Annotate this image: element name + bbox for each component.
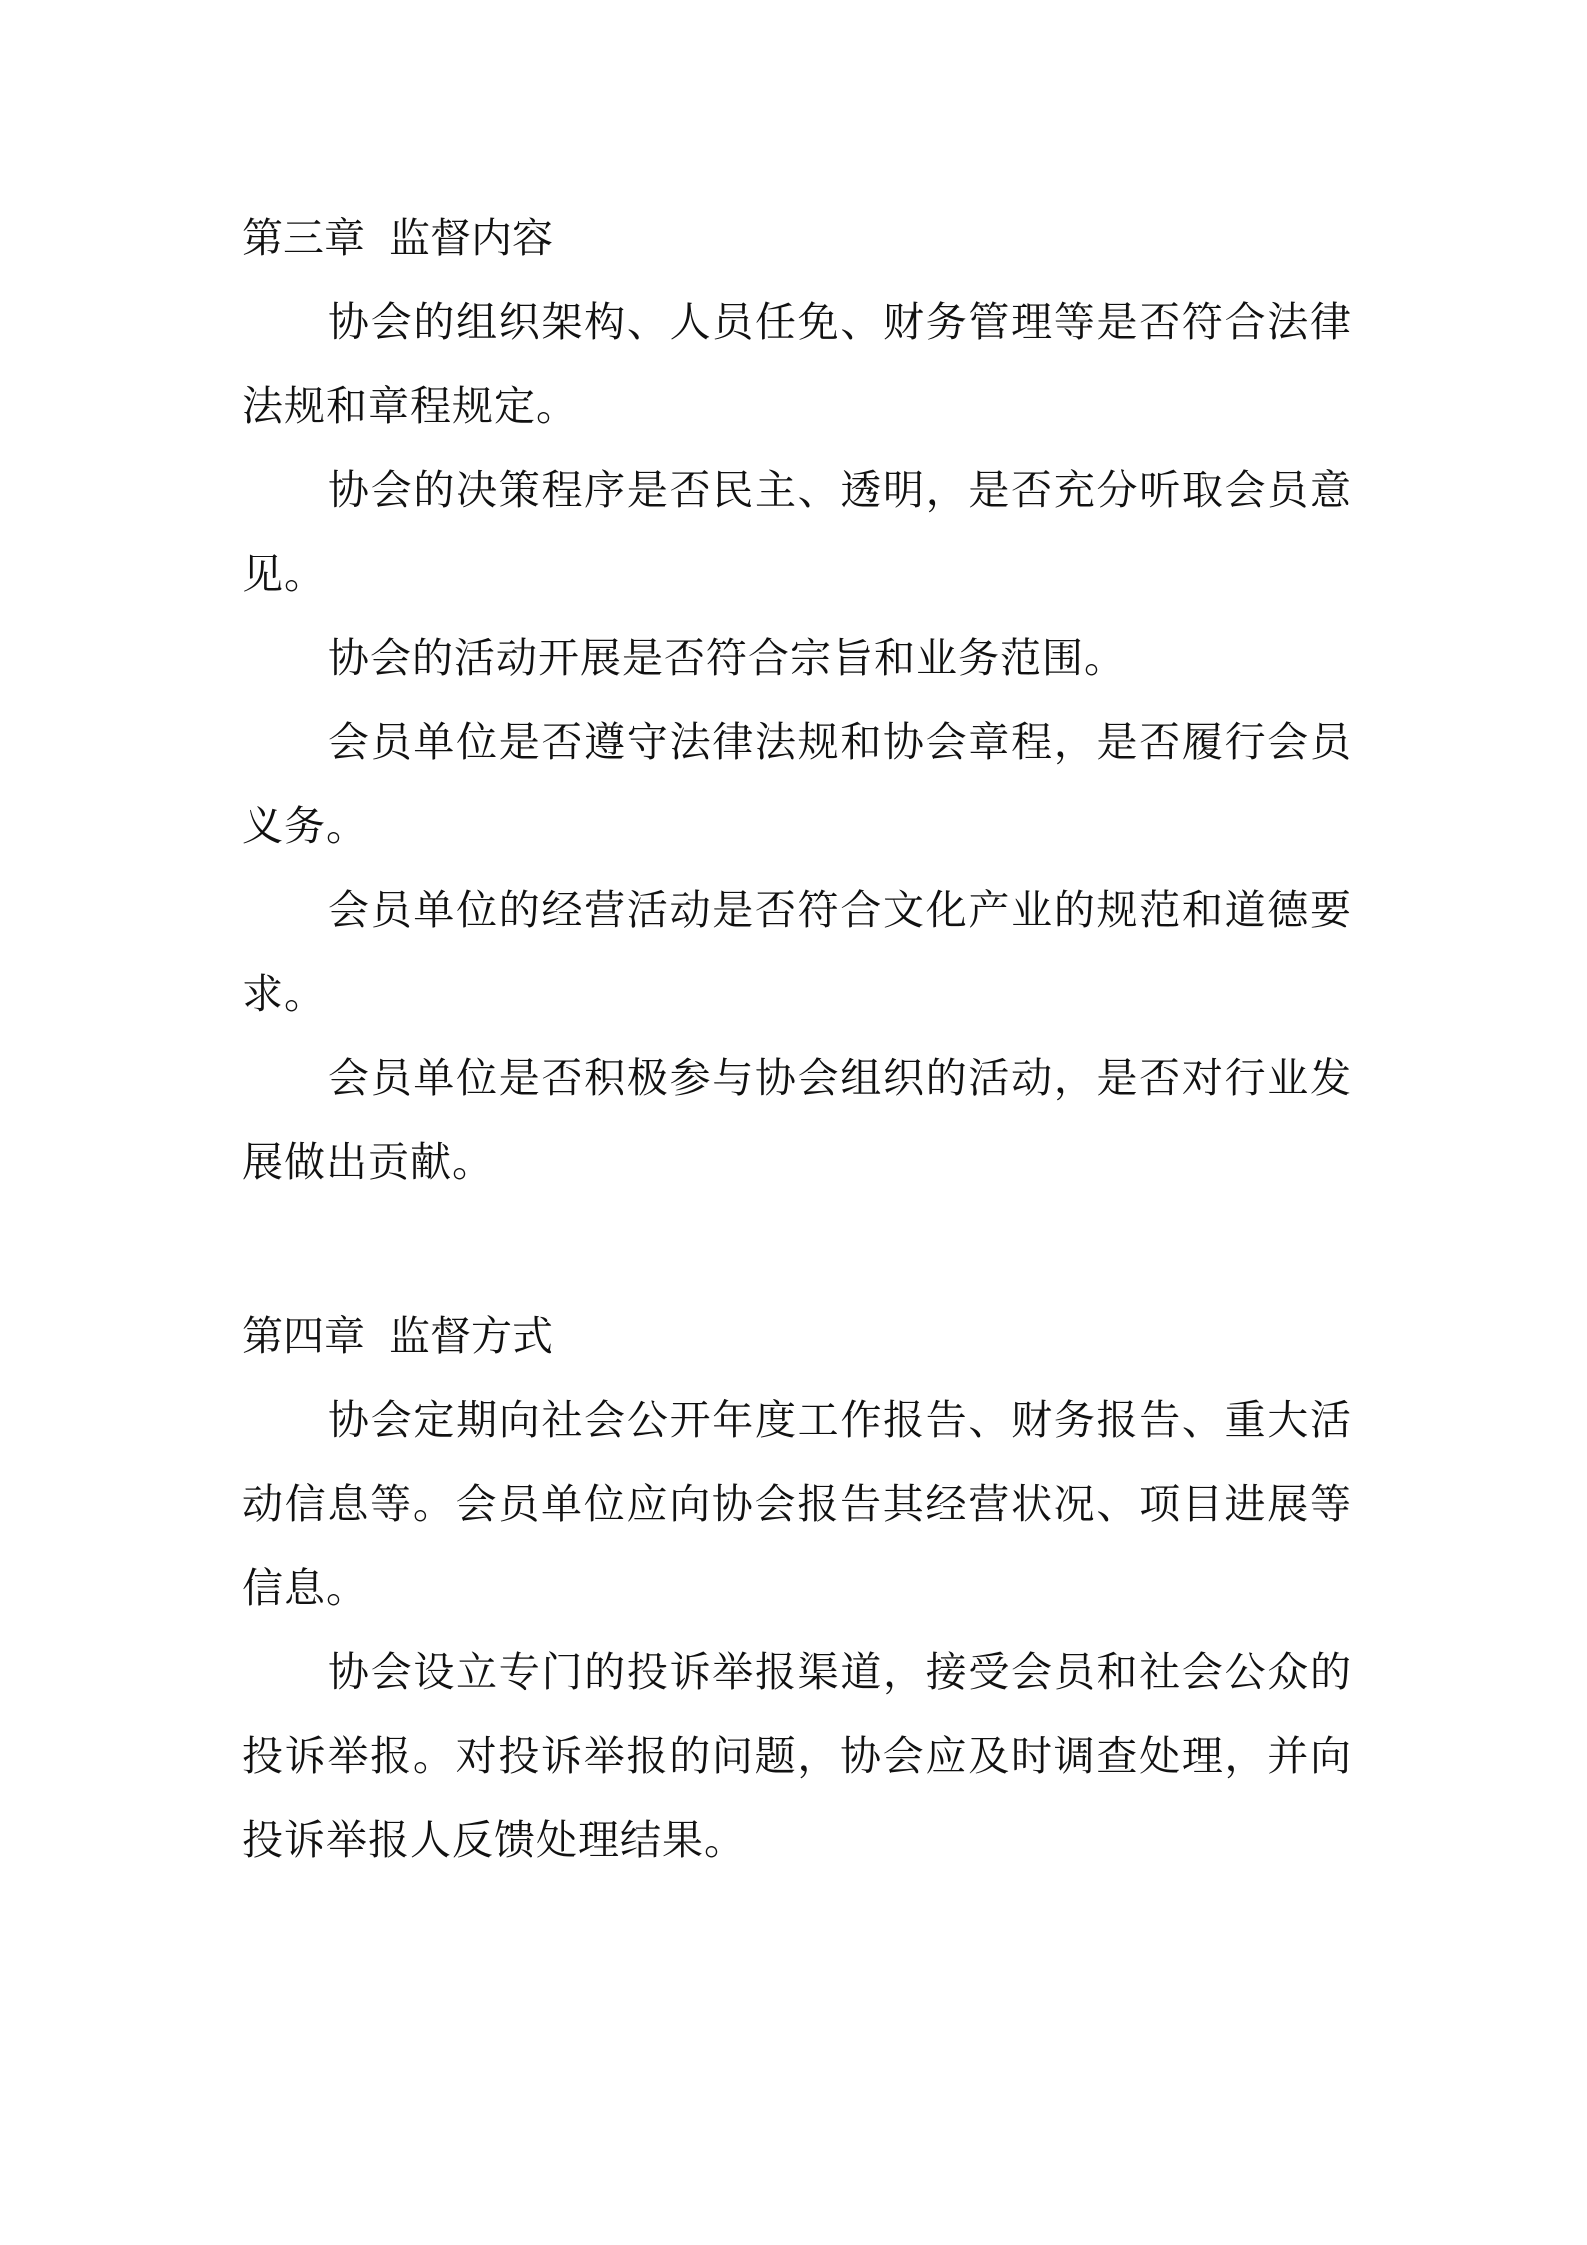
paragraph: 会员单位是否遵守法律法规和协会章程，是否履行会员义务。 xyxy=(242,718,1352,850)
paragraph: 协会设立专门的投诉举报渠道，接受会员和社会公众的投诉举报。对投诉举报的问题，协会应及时调查处理，并向投诉举报人反馈处理结果。 xyxy=(242,1648,1352,1864)
document-body xyxy=(242,196,1352,1882)
chapter-title: 监督方式 xyxy=(389,1312,553,1360)
chapter-4 xyxy=(242,1294,1352,1882)
paragraph: 协会的组织架构、人员任免、财务管理等是否符合法律法规和章程规定。 xyxy=(242,298,1352,430)
section-spacer xyxy=(242,1204,1352,1294)
paragraph: 协会的活动开展是否符合宗旨和业务范围。 xyxy=(328,634,1126,682)
paragraph: 会员单位是否积极参与协会组织的活动，是否对行业发展做出贡献。 xyxy=(242,1054,1352,1186)
paragraph: 协会的决策程序是否民主、透明，是否充分听取会员意见。 xyxy=(242,466,1352,598)
chapter-number: 第四章 xyxy=(242,1312,365,1360)
chapter-heading xyxy=(242,1294,1352,1378)
chapter-title: 监督内容 xyxy=(389,214,553,262)
paragraph: 会员单位的经营活动是否符合文化产业的规范和道德要求。 xyxy=(242,886,1352,1018)
chapter-3 xyxy=(242,196,1352,1204)
paragraph: 协会定期向社会公开年度工作报告、财务报告、重大活动信息等。会员单位应向协会报告其经营状况、项目进展等信息。 xyxy=(242,1396,1352,1612)
chapter-number: 第三章 xyxy=(242,214,365,262)
chapter-heading xyxy=(242,196,1352,280)
